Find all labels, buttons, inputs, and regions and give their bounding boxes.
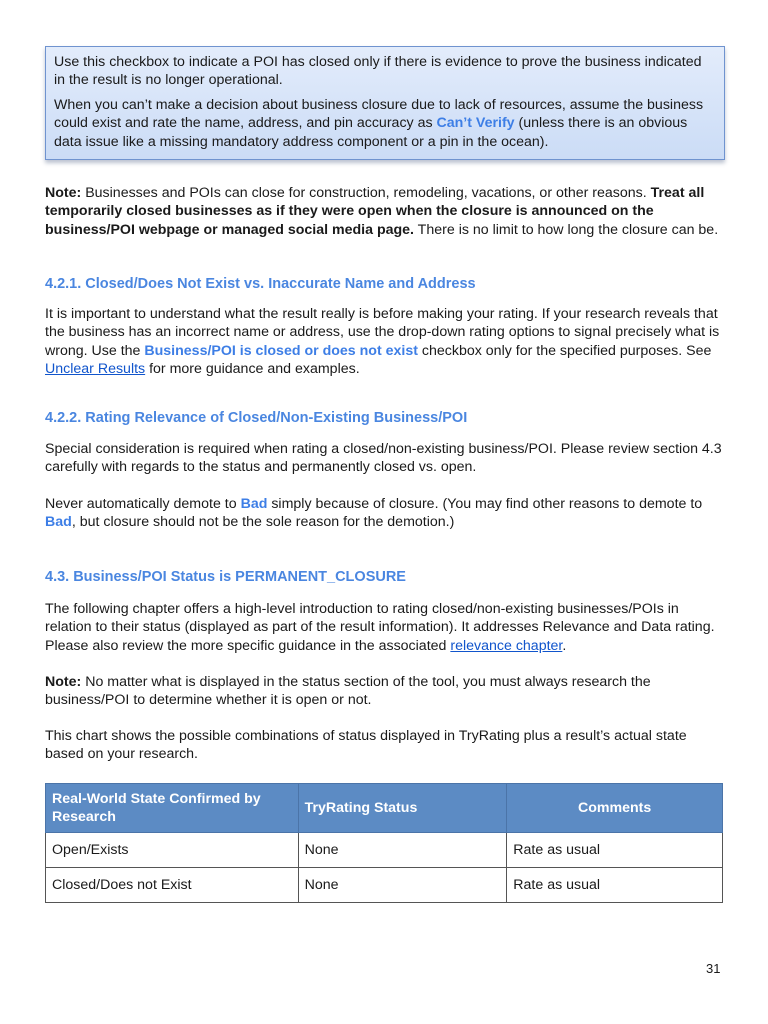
note-label: Note: bbox=[45, 185, 82, 201]
section-4-2-2-paragraph-1: Special consideration is required when rating a closed/non-existing business/POI. Please review section 4.3 carefully with regards to the status and permanently closed vs. open. bbox=[45, 441, 722, 476]
section-4-3-paragraph-3: This chart shows the possible combinations of status displayed in TryRating plus a result’s actual state based on your research. bbox=[45, 728, 687, 763]
note-text: Businesses and POIs can close for construction, remodeling, vacations, or other reasons. bbox=[81, 185, 651, 201]
section-4-2-1-paragraph bbox=[45, 305, 723, 379]
closed-checkbox-highlight: Business/POI is closed or does not exist bbox=[144, 342, 418, 359]
instruction-callout-box bbox=[45, 46, 725, 160]
table-header-row bbox=[46, 784, 723, 833]
paragraph-text: . bbox=[562, 637, 567, 654]
header-real-world-state: Real-World State Confirmed by Research bbox=[46, 784, 299, 833]
paragraph-text: for more guidance and examples. bbox=[145, 361, 360, 378]
table-cell: Rate as usual bbox=[507, 868, 723, 903]
table-row bbox=[46, 833, 723, 868]
heading-4-2-2: 4.2.2. Rating Relevance of Closed/Non-Existing Business/POI bbox=[45, 410, 468, 426]
paragraph-text: , but closure should not be the sole reason for the demotion.) bbox=[71, 514, 455, 531]
section-4-3-note bbox=[45, 673, 723, 710]
unclear-results-link[interactable]: Unclear Results bbox=[45, 361, 146, 378]
table-cell: Closed/Does not Exist bbox=[46, 868, 299, 903]
bad-highlight: Bad bbox=[45, 514, 72, 531]
table-cell: Open/Exists bbox=[46, 833, 299, 868]
section-4-2-2-paragraph-2 bbox=[45, 495, 723, 532]
table-cell: None bbox=[298, 833, 507, 868]
relevance-chapter-link[interactable]: relevance chapter bbox=[450, 637, 563, 654]
callout-paragraph-2 bbox=[54, 96, 716, 151]
status-combinations-table bbox=[45, 783, 723, 903]
header-comments: Comments bbox=[507, 784, 723, 833]
paragraph-text: Never automatically demote to bbox=[45, 496, 241, 512]
page-number: 31 bbox=[706, 961, 721, 976]
note-text: No matter what is displayed in the status section of the tool, you must always research the business/POI to determine whether it is open or not. bbox=[45, 674, 651, 709]
paragraph-text: checkbox only for the specified purposes. See bbox=[417, 342, 712, 359]
callout-paragraph-1: Use this checkbox to indicate a POI has closed only if there is evidence to prove the business indicated in the result is no longer operational. bbox=[54, 54, 702, 89]
heading-4-3: 4.3. Business/POI Status is PERMANENT_CLOSURE bbox=[45, 569, 406, 585]
callout-text: (unless there is an obvious data issue like a missing mandatory address component or a pin in the ocean). bbox=[54, 115, 688, 150]
callout-text: When you can’t make a decision about business closure due to lack of resources, assume the business could exist and rate the name, address, and pin accuracy as bbox=[54, 96, 704, 132]
table-cell: Rate as usual bbox=[507, 833, 723, 868]
paragraph-text: The following chapter offers a high-level introduction to rating closed/non-existing businesses/POIs in relation to their status (displayed as part of the result information). It addresses Relevance and Data rating. Please also review the more specific guidance in the associated bbox=[45, 601, 715, 654]
bad-highlight: Bad bbox=[240, 496, 268, 512]
table-row bbox=[46, 868, 723, 903]
table-cell: None bbox=[298, 868, 507, 903]
note-label: Note: bbox=[45, 674, 82, 690]
note-closure-paragraph bbox=[45, 184, 723, 239]
cant-verify-highlight: Can’t Verify bbox=[436, 115, 515, 132]
paragraph-text: It is important to understand what the result really is before making your rating. If your research reveals that the business has an incorrect name or address, use the drop-down rating options to signal precisely what is wrong. Use the bbox=[45, 306, 720, 359]
paragraph-text: simply because of closure. (You may find other reasons to demote to bbox=[267, 496, 703, 512]
header-tryrating-status: TryRating Status bbox=[298, 784, 507, 833]
section-4-3-paragraph-1 bbox=[45, 600, 723, 655]
note-text: There is no limit to how long the closure can be. bbox=[414, 221, 719, 238]
heading-4-2-1: 4.2.1. Closed/Does Not Exist vs. Inaccurate Name and Address bbox=[45, 276, 476, 292]
note-bold-text: Treat all temporarily closed businesses as if they were open when the closure is announced on the business/POI webpage or managed social media page. bbox=[45, 185, 705, 238]
